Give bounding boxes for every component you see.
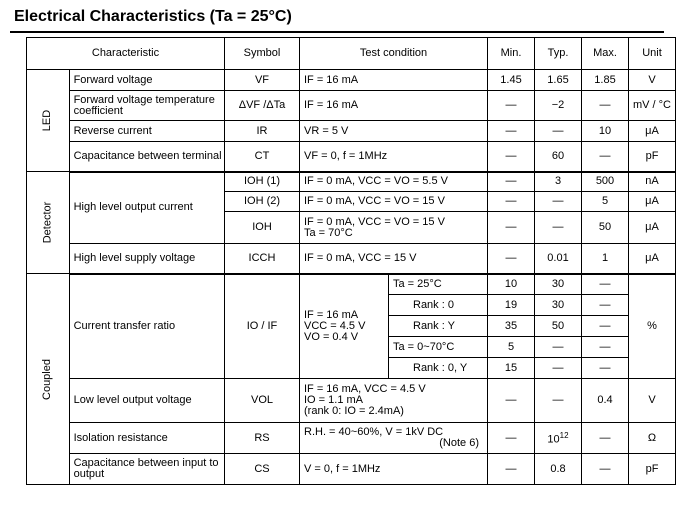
cell-unit: μA: [629, 121, 676, 142]
cell-min: 19: [488, 295, 535, 316]
header-min: Min.: [488, 38, 535, 70]
cell-max: 50: [582, 212, 629, 244]
header-max: Max.: [582, 38, 629, 70]
cell-min: 35: [488, 316, 535, 337]
cell-min: —: [488, 172, 535, 192]
cell-min: —: [488, 91, 535, 121]
cell-unit: μA: [629, 212, 676, 244]
cell-unit: μA: [629, 244, 676, 274]
condition-line: Ta = 70°C: [304, 226, 353, 239]
cell-max: —: [582, 423, 629, 454]
cell-typ: —: [535, 212, 582, 244]
cell-typ: —: [535, 121, 582, 142]
cell-characteristic: Low level output voltage: [69, 379, 224, 423]
cell-characteristic: Capacitance between input to output: [69, 454, 224, 485]
cell-min: 5: [488, 337, 535, 358]
cell-typ: [535, 423, 582, 454]
cell-symbol: VOL: [225, 379, 300, 423]
cell-min: 10: [488, 274, 535, 295]
cell-characteristic: Capacitance between terminal: [69, 142, 224, 172]
typ-exponent: 12: [559, 431, 569, 441]
cell-symbol: IOH: [225, 212, 300, 244]
cell-max: 0.4: [582, 379, 629, 423]
cell-unit: nA: [629, 172, 676, 192]
cell-symbol: VF: [225, 70, 300, 91]
cell-symbol: RS: [225, 423, 300, 454]
cell-unit: mV / °C: [629, 91, 676, 121]
group-led: [27, 70, 70, 172]
cell-min: —: [488, 142, 535, 172]
group-led-label: LED: [41, 109, 54, 132]
note-ref: (Note 6): [439, 437, 479, 449]
cell-max: —: [582, 454, 629, 485]
cell-min: —: [488, 212, 535, 244]
cell-subcondition: Ta = 0~70°C: [389, 337, 488, 358]
table-row: [27, 121, 676, 142]
cell-symbol: IOH (2): [225, 192, 300, 212]
table-row: [27, 423, 676, 454]
cell-symbol: ΔVF /ΔTa: [225, 91, 300, 121]
header-symbol: Symbol: [225, 38, 300, 70]
condition-line: (rank 0: IO = 2.4mA): [304, 405, 404, 417]
cell-condition: IF = 16 mA: [300, 70, 488, 91]
cell-min: 1.45: [488, 70, 535, 91]
cell-unit: μA: [629, 192, 676, 212]
table-row: [27, 274, 676, 295]
cell-typ: 1.65: [535, 70, 582, 91]
cell-unit: pF: [629, 142, 676, 172]
cell-unit: V: [629, 379, 676, 423]
cell-max: —: [582, 316, 629, 337]
cell-max: —: [582, 91, 629, 121]
cell-subcondition: Rank : 0: [389, 295, 488, 316]
condition-line: IF = 0 mA, VCC = VO = 15 V: [304, 215, 445, 228]
cell-min: —: [488, 454, 535, 485]
cell-typ: —: [535, 337, 582, 358]
cell-characteristic: High level output current: [69, 172, 224, 244]
cell-subcondition: Rank : 0, Y: [389, 358, 488, 379]
cell-condition: [300, 212, 488, 244]
cell-typ: −2: [535, 91, 582, 121]
cell-characteristic: Current transfer ratio: [69, 274, 224, 379]
table-row: [27, 142, 676, 172]
table-row: [27, 172, 676, 192]
cell-condition: IF = 16 mA: [300, 91, 488, 121]
condition-line: VCC = 4.5 V: [304, 319, 366, 332]
cell-typ: 3: [535, 172, 582, 192]
table-row: [27, 91, 676, 121]
condition-line: IO = 1.1 mA: [304, 394, 363, 406]
characteristics-table: [26, 37, 676, 485]
cell-max: —: [582, 295, 629, 316]
cell-symbol: ICCH: [225, 244, 300, 274]
cell-condition: [300, 423, 488, 454]
page-title: Electrical Characteristics (Ta = 25°C): [14, 8, 292, 25]
cell-characteristic: Isolation resistance: [69, 423, 224, 454]
cell-symbol: IO / IF: [225, 274, 300, 379]
table-row: [27, 244, 676, 274]
cell-condition: VF = 0, f = 1MHz: [300, 142, 488, 172]
table-row: [27, 70, 676, 91]
header-row: [27, 38, 676, 70]
cell-typ: —: [535, 358, 582, 379]
cell-max: —: [582, 337, 629, 358]
cell-max: 5: [582, 192, 629, 212]
cell-condition: IF = 0 mA, VCC = 15 V: [300, 244, 488, 274]
group-detector-label: Detector: [41, 201, 54, 244]
title-rule: [10, 31, 664, 33]
condition-line: IF = 16 mA, VCC = 4.5 V: [304, 383, 426, 395]
cell-max: 1.85: [582, 70, 629, 91]
cell-max: 10: [582, 121, 629, 142]
header-characteristic: Characteristic: [27, 38, 225, 70]
cell-max: —: [582, 274, 629, 295]
cell-unit: V: [629, 70, 676, 91]
cell-max: 500: [582, 172, 629, 192]
cell-condition: IF = 0 mA, VCC = VO = 15 V: [300, 192, 488, 212]
cell-min: —: [488, 244, 535, 274]
cell-subcondition: Rank : Y: [389, 316, 488, 337]
cell-characteristic: Forward voltage temperature coefficient: [69, 91, 224, 121]
cell-typ: —: [535, 379, 582, 423]
group-coupled-label: Coupled: [41, 358, 54, 400]
cell-typ: 50: [535, 316, 582, 337]
cell-condition: VR = 5 V: [300, 121, 488, 142]
cell-min: —: [488, 379, 535, 423]
cell-typ: 30: [535, 295, 582, 316]
table-row: [27, 379, 676, 423]
condition-line: IF = 16 mA: [304, 308, 359, 321]
typ-base: 10: [547, 433, 560, 446]
cell-min: —: [488, 121, 535, 142]
cell-condition: [300, 379, 488, 423]
header-test-condition: Test condition: [300, 38, 488, 70]
group-detector: [27, 172, 70, 274]
cell-characteristic: Forward voltage: [69, 70, 224, 91]
cell-subcondition: Ta = 25°C: [389, 274, 488, 295]
group-coupled: [27, 274, 70, 485]
cell-unit: %: [629, 274, 676, 379]
cell-symbol: CT: [225, 142, 300, 172]
cell-max: 1: [582, 244, 629, 274]
cell-typ: 30: [535, 274, 582, 295]
cell-symbol: CS: [225, 454, 300, 485]
cell-typ: 0.01: [535, 244, 582, 274]
header-unit: Unit: [629, 38, 676, 70]
header-typ: Typ.: [535, 38, 582, 70]
cell-unit: Ω: [629, 423, 676, 454]
cell-unit: pF: [629, 454, 676, 485]
cell-max: —: [582, 358, 629, 379]
cell-typ: 60: [535, 142, 582, 172]
cell-typ: —: [535, 192, 582, 212]
condition-line: VO = 0.4 V: [304, 330, 359, 343]
cell-condition: IF = 0 mA, VCC = VO = 5.5 V: [300, 172, 488, 192]
cell-characteristic: High level supply voltage: [69, 244, 224, 274]
cell-typ: 0.8: [535, 454, 582, 485]
cell-symbol: IOH (1): [225, 172, 300, 192]
cell-condition: V = 0, f = 1MHz: [300, 454, 488, 485]
cell-symbol: IR: [225, 121, 300, 142]
cell-min: —: [488, 423, 535, 454]
cell-min: 15: [488, 358, 535, 379]
cell-condition: [300, 274, 389, 379]
cell-max: —: [582, 142, 629, 172]
cell-min: —: [488, 192, 535, 212]
condition-line: R.H. = 40~60%, V = 1kV DC: [304, 426, 444, 438]
cell-characteristic: Reverse current: [69, 121, 224, 142]
table-row: [27, 454, 676, 485]
